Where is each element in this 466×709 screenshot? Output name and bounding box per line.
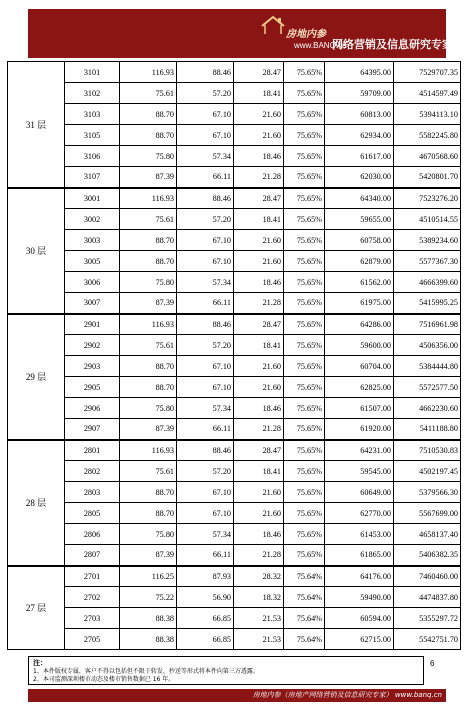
ratio-cell: 75.64%: [284, 566, 325, 587]
inner-area-cell: 57.20: [177, 209, 234, 230]
inner-area-cell: 57.34: [177, 272, 234, 293]
table-row: [8, 398, 461, 419]
ratio-cell: 75.65%: [284, 146, 325, 167]
ratio-cell: 75.65%: [284, 377, 325, 398]
table-row: [8, 167, 461, 188]
room-number-cell: 2906: [65, 398, 120, 419]
unit-price-cell: 64286.00: [325, 314, 394, 335]
table-row: [8, 377, 461, 398]
room-number-cell: 2703: [65, 608, 120, 629]
house-logo-icon: [260, 15, 286, 35]
unit-price-cell: 59709.00: [325, 83, 394, 104]
room-number-cell: 3101: [65, 62, 120, 83]
shared-area-cell: 18.46: [234, 524, 284, 545]
total-price-cell: 5406382.35: [394, 545, 461, 566]
ratio-cell: 75.64%: [284, 608, 325, 629]
room-number-cell: 3106: [65, 146, 120, 167]
area-cell: 88.70: [120, 356, 177, 377]
unit-price-cell: 62879.00: [325, 251, 394, 272]
table-row: [8, 125, 461, 146]
page-number: 6: [430, 659, 435, 668]
total-price-cell: 4514597.49: [394, 83, 461, 104]
table-row: [8, 230, 461, 251]
floor-label-cell: 31 层: [8, 62, 65, 188]
inner-area-cell: 66.11: [177, 167, 234, 188]
table-row: [8, 461, 461, 482]
inner-area-cell: 66.11: [177, 293, 234, 314]
area-cell: 116.93: [120, 188, 177, 209]
total-price-cell: 5572577.50: [394, 377, 461, 398]
ratio-cell: 75.65%: [284, 461, 325, 482]
inner-area-cell: 57.20: [177, 83, 234, 104]
inner-area-cell: 67.10: [177, 230, 234, 251]
area-cell: 88.70: [120, 503, 177, 524]
total-price-cell: 7460460.00: [394, 566, 461, 587]
table-row: [8, 314, 461, 335]
room-number-cell: 3103: [65, 104, 120, 125]
inner-area-cell: 57.34: [177, 146, 234, 167]
shared-area-cell: 21.60: [234, 356, 284, 377]
total-price-cell: 4658137.40: [394, 524, 461, 545]
room-number-cell: 3006: [65, 272, 120, 293]
unit-price-cell: 60649.00: [325, 482, 394, 503]
shared-area-cell: 21.60: [234, 503, 284, 524]
table-row: [8, 419, 461, 440]
ratio-cell: 75.65%: [284, 503, 325, 524]
total-price-cell: 5389234.60: [394, 230, 461, 251]
inner-area-cell: 57.34: [177, 524, 234, 545]
floor-label-cell: 29 层: [8, 314, 65, 440]
table-row: [8, 209, 461, 230]
total-price-cell: 5384444.80: [394, 356, 461, 377]
room-number-cell: 3001: [65, 188, 120, 209]
floor-label-cell: 28 层: [8, 440, 65, 566]
total-price-cell: 7516961.98: [394, 314, 461, 335]
table-row: [8, 146, 461, 167]
table-row: [8, 104, 461, 125]
total-price-cell: 7523276.20: [394, 188, 461, 209]
total-price-cell: 4474837.80: [394, 587, 461, 608]
total-price-cell: 5567699.00: [394, 503, 461, 524]
inner-area-cell: 67.10: [177, 356, 234, 377]
inner-area-cell: 67.10: [177, 251, 234, 272]
table-row: [8, 188, 461, 209]
floor-label-cell: 30 层: [8, 188, 65, 314]
area-cell: 75.80: [120, 272, 177, 293]
shared-area-cell: 21.60: [234, 104, 284, 125]
shared-area-cell: 21.60: [234, 377, 284, 398]
shared-area-cell: 18.41: [234, 461, 284, 482]
shared-area-cell: 18.46: [234, 146, 284, 167]
inner-area-cell: 66.11: [177, 419, 234, 440]
table-row: [8, 251, 461, 272]
total-price-cell: 7529707.35: [394, 62, 461, 83]
room-number-cell: 3005: [65, 251, 120, 272]
unit-price-cell: 62715.00: [325, 629, 394, 650]
area-cell: 88.38: [120, 608, 177, 629]
shared-area-cell: 21.28: [234, 167, 284, 188]
ratio-cell: 75.65%: [284, 314, 325, 335]
room-number-cell: 2901: [65, 314, 120, 335]
unit-price-cell: 60758.00: [325, 230, 394, 251]
inner-area-cell: 57.20: [177, 335, 234, 356]
unit-price-cell: 61507.00: [325, 398, 394, 419]
notes-box: [28, 656, 424, 685]
unit-price-cell: 59655.00: [325, 209, 394, 230]
unit-price-cell: 61920.00: [325, 419, 394, 440]
shared-area-cell: 21.60: [234, 230, 284, 251]
inner-area-cell: 66.85: [177, 629, 234, 650]
total-price-cell: 5420801.70: [394, 167, 461, 188]
unit-price-cell: 61865.00: [325, 545, 394, 566]
footer-bar: 房地内参（房地产网络营销及信息研究专家） www.banq.cn: [28, 689, 446, 702]
shared-area-cell: 18.41: [234, 83, 284, 104]
ratio-cell: 75.65%: [284, 251, 325, 272]
room-number-cell: 3002: [65, 209, 120, 230]
notes-title: 注：: [33, 659, 47, 667]
unit-price-cell: 62825.00: [325, 377, 394, 398]
table-row: [8, 566, 461, 587]
area-cell: 116.93: [120, 314, 177, 335]
room-number-cell: 2701: [65, 566, 120, 587]
area-cell: 88.38: [120, 629, 177, 650]
table-row: [8, 335, 461, 356]
unit-price-cell: 61975.00: [325, 293, 394, 314]
inner-area-cell: 67.10: [177, 503, 234, 524]
inner-area-cell: 88.46: [177, 188, 234, 209]
area-cell: 75.22: [120, 587, 177, 608]
area-cell: 88.70: [120, 377, 177, 398]
room-number-cell: 2801: [65, 440, 120, 461]
unit-price-cell: 59545.00: [325, 461, 394, 482]
unit-price-cell: 62934.00: [325, 125, 394, 146]
inner-area-cell: 87.93: [177, 566, 234, 587]
brand-name: 房地内参: [286, 29, 326, 40]
unit-price-cell: 62770.00: [325, 503, 394, 524]
shared-area-cell: 21.60: [234, 125, 284, 146]
inner-area-cell: 57.34: [177, 398, 234, 419]
ratio-cell: 75.65%: [284, 335, 325, 356]
ratio-cell: 75.65%: [284, 209, 325, 230]
room-number-cell: 2705: [65, 629, 120, 650]
room-number-cell: 2807: [65, 545, 120, 566]
inner-area-cell: 66.85: [177, 608, 234, 629]
price-table: [7, 61, 461, 650]
room-number-cell: 2903: [65, 356, 120, 377]
ratio-cell: 75.65%: [284, 83, 325, 104]
inner-area-cell: 67.10: [177, 125, 234, 146]
shared-area-cell: 21.28: [234, 545, 284, 566]
inner-area-cell: 67.10: [177, 482, 234, 503]
total-price-cell: 5355297.72: [394, 608, 461, 629]
table-row: [8, 629, 461, 650]
ratio-cell: 75.65%: [284, 188, 325, 209]
area-cell: 87.39: [120, 545, 177, 566]
room-number-cell: 3105: [65, 125, 120, 146]
shared-area-cell: 18.32: [234, 587, 284, 608]
table-row: [8, 62, 461, 83]
table-row: [8, 440, 461, 461]
ratio-cell: 75.65%: [284, 272, 325, 293]
total-price-cell: 5394113.10: [394, 104, 461, 125]
room-number-cell: 3102: [65, 83, 120, 104]
table-row: [8, 482, 461, 503]
shared-area-cell: 18.46: [234, 398, 284, 419]
shared-area-cell: 28.47: [234, 62, 284, 83]
inner-area-cell: 56.90: [177, 587, 234, 608]
total-price-cell: 5542751.70: [394, 629, 461, 650]
ratio-cell: 75.65%: [284, 482, 325, 503]
ratio-cell: 75.65%: [284, 125, 325, 146]
shared-area-cell: 28.47: [234, 440, 284, 461]
unit-price-cell: 64176.00: [325, 566, 394, 587]
inner-area-cell: 88.46: [177, 440, 234, 461]
shared-area-cell: 28.32: [234, 566, 284, 587]
area-cell: 88.70: [120, 482, 177, 503]
ratio-cell: 75.65%: [284, 104, 325, 125]
document-header: [28, 9, 453, 58]
unit-price-cell: 60594.00: [325, 608, 394, 629]
table-row: [8, 272, 461, 293]
shared-area-cell: 21.53: [234, 608, 284, 629]
ratio-cell: 75.65%: [284, 545, 325, 566]
ratio-cell: 75.64%: [284, 587, 325, 608]
table-row: [8, 293, 461, 314]
floor-label-cell: 27 层: [8, 566, 65, 650]
area-cell: 116.93: [120, 440, 177, 461]
room-number-cell: 2803: [65, 482, 120, 503]
area-cell: 75.61: [120, 461, 177, 482]
shared-area-cell: 18.41: [234, 335, 284, 356]
ratio-cell: 75.65%: [284, 356, 325, 377]
ratio-cell: 75.65%: [284, 398, 325, 419]
shared-area-cell: 21.28: [234, 419, 284, 440]
inner-area-cell: 67.10: [177, 104, 234, 125]
inner-area-cell: 88.46: [177, 314, 234, 335]
area-cell: 88.70: [120, 230, 177, 251]
room-number-cell: 2902: [65, 335, 120, 356]
ratio-cell: 75.65%: [284, 167, 325, 188]
shared-area-cell: 28.47: [234, 314, 284, 335]
unit-price-cell: 64231.00: [325, 440, 394, 461]
total-price-cell: 5582245.80: [394, 125, 461, 146]
unit-price-cell: 64340.00: [325, 188, 394, 209]
ratio-cell: 75.65%: [284, 440, 325, 461]
inner-area-cell: 88.46: [177, 62, 234, 83]
table-row: [8, 503, 461, 524]
area-cell: 75.61: [120, 335, 177, 356]
total-price-cell: 5411188.80: [394, 419, 461, 440]
total-price-cell: 4662230.60: [394, 398, 461, 419]
ratio-cell: 75.65%: [284, 524, 325, 545]
room-number-cell: 2702: [65, 587, 120, 608]
unit-price-cell: 61617.00: [325, 146, 394, 167]
room-number-cell: 2806: [65, 524, 120, 545]
table-row: [8, 83, 461, 104]
shared-area-cell: 21.60: [234, 482, 284, 503]
room-number-cell: 2907: [65, 419, 120, 440]
area-cell: 75.80: [120, 146, 177, 167]
unit-price-cell: 61453.00: [325, 524, 394, 545]
price-table-wrapper: [7, 61, 460, 650]
area-cell: 116.25: [120, 566, 177, 587]
room-number-cell: 3007: [65, 293, 120, 314]
room-number-cell: 3003: [65, 230, 120, 251]
shared-area-cell: 18.46: [234, 272, 284, 293]
total-price-cell: 5379566.30: [394, 482, 461, 503]
header-title: 网络营销及信息研究专家: [332, 38, 453, 51]
note-line: 2、本司监测深圳楼市动态及楼市销售数据已 16 年。: [33, 676, 175, 683]
note-line: 1、本件版权专属，客户不得以包括但不限于转发、抄送等形式将本件向第三方透露。: [33, 667, 259, 675]
ratio-cell: 75.65%: [284, 293, 325, 314]
area-cell: 75.61: [120, 83, 177, 104]
area-cell: 88.70: [120, 251, 177, 272]
unit-price-cell: 59490.00: [325, 587, 394, 608]
ratio-cell: 75.64%: [284, 629, 325, 650]
total-price-cell: 7510530.83: [394, 440, 461, 461]
table-row: [8, 356, 461, 377]
room-number-cell: 3107: [65, 167, 120, 188]
unit-price-cell: 60704.00: [325, 356, 394, 377]
total-price-cell: 5577367.30: [394, 251, 461, 272]
area-cell: 75.61: [120, 209, 177, 230]
table-row: [8, 524, 461, 545]
room-number-cell: 2805: [65, 503, 120, 524]
brand-url: www.BANQ.cn: [294, 41, 347, 50]
unit-price-cell: 61562.00: [325, 272, 394, 293]
table-row: [8, 545, 461, 566]
shared-area-cell: 18.41: [234, 209, 284, 230]
total-price-cell: 4506356.00: [394, 335, 461, 356]
table-row: [8, 608, 461, 629]
total-price-cell: 4510514.55: [394, 209, 461, 230]
shared-area-cell: 21.28: [234, 293, 284, 314]
unit-price-cell: 62030.00: [325, 167, 394, 188]
area-cell: 87.39: [120, 419, 177, 440]
total-price-cell: 4666399.60: [394, 272, 461, 293]
area-cell: 87.39: [120, 167, 177, 188]
ratio-cell: 75.65%: [284, 419, 325, 440]
area-cell: 75.80: [120, 524, 177, 545]
inner-area-cell: 67.10: [177, 377, 234, 398]
area-cell: 75.80: [120, 398, 177, 419]
shared-area-cell: 28.47: [234, 188, 284, 209]
shared-area-cell: 21.53: [234, 629, 284, 650]
table-body: [8, 62, 461, 650]
area-cell: 116.93: [120, 62, 177, 83]
unit-price-cell: 64395.00: [325, 62, 394, 83]
inner-area-cell: 66.11: [177, 545, 234, 566]
room-number-cell: 2802: [65, 461, 120, 482]
unit-price-cell: 59600.00: [325, 335, 394, 356]
room-number-cell: 2905: [65, 377, 120, 398]
area-cell: 88.70: [120, 104, 177, 125]
ratio-cell: 75.65%: [284, 62, 325, 83]
table-row: [8, 587, 461, 608]
unit-price-cell: 60813.00: [325, 104, 394, 125]
area-cell: 88.70: [120, 125, 177, 146]
total-price-cell: 4502197.45: [394, 461, 461, 482]
total-price-cell: 5415995.25: [394, 293, 461, 314]
total-price-cell: 4670568.60: [394, 146, 461, 167]
area-cell: 87.39: [120, 293, 177, 314]
inner-area-cell: 57.20: [177, 461, 234, 482]
ratio-cell: 75.65%: [284, 230, 325, 251]
shared-area-cell: 21.60: [234, 251, 284, 272]
